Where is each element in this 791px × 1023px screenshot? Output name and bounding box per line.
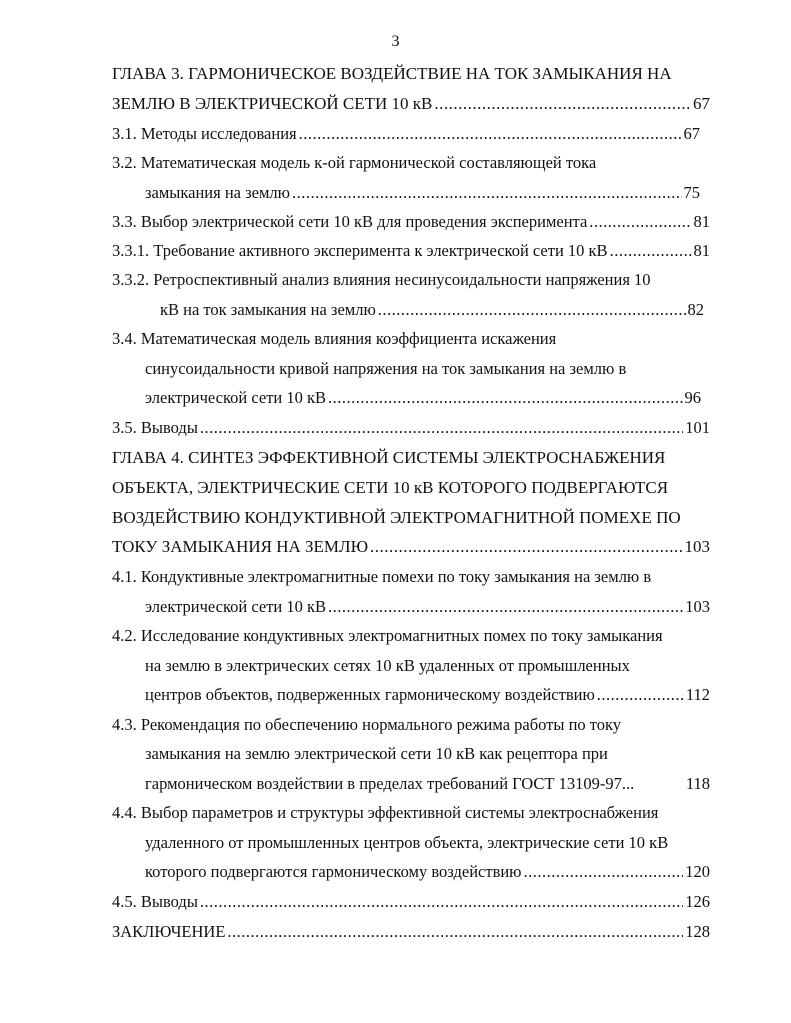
toc-page-number: 101 [685, 418, 710, 437]
toc-section-3-1-entry[interactable] [112, 124, 700, 144]
toc-text: ГЛАВА 3. ГАРМОНИЧЕСКОЕ ВОЗДЕЙСТВИЕ НА ТОК ЗАМЫКАНИЯ НА [112, 64, 672, 83]
toc-section-4-3-title-line-1: 4.3. Рекомендация по обеспечению нормального режима работы по току [112, 715, 622, 734]
toc-title: центров объектов, подверженных гармоническому воздействию [145, 685, 595, 704]
toc-section-3-3-2-title-line-1: 3.3.2. Ретроспективный анализ влияния несинусоидальности напряжения 10 [112, 270, 651, 289]
toc-title: 3.3.1. Требование активного эксперимента к электрической сети 10 кВ [112, 241, 608, 260]
toc-leader-dots [200, 892, 683, 912]
toc-text: ОБЪЕКТА, ЭЛЕКТРИЧЕСКИЕ СЕТИ 10 кВ КОТОРОГО ПОДВЕРГАЮТСЯ [112, 478, 669, 497]
toc-page-number: 81 [693, 212, 710, 231]
toc-page-number: 75 [683, 183, 700, 202]
toc-section-4-4-title-line-2: удаленного от промышленных центров объекта, электрические сети 10 кВ [145, 833, 669, 852]
toc-leader-dots [227, 922, 683, 942]
toc-chapter-4-entry[interactable] [112, 537, 710, 557]
toc-leader-dots [610, 241, 692, 261]
toc-leader-dots [589, 212, 691, 232]
toc-title: электрической сети 10 кВ [145, 597, 327, 616]
toc-leader-dots [299, 124, 682, 144]
toc-page-number: 103 [685, 597, 710, 616]
toc-page-number: 128 [685, 922, 710, 941]
toc-section-4-4-entry[interactable] [145, 862, 710, 882]
page-number: 3 [391, 33, 400, 50]
toc-section-4-1-title-line-1: 4.1. Кондуктивные электромагнитные помехи по току замыкания на землю в [112, 567, 652, 586]
toc-page-number: 103 [684, 537, 710, 556]
toc-section-3-3-entry[interactable] [112, 212, 710, 232]
toc-title: электрической сети 10 кВ [145, 388, 327, 407]
toc-section-4-5-entry[interactable] [112, 892, 710, 912]
toc-page-number: 67 [693, 94, 710, 113]
toc-leader-dots [370, 537, 682, 557]
toc-section-4-4-title-line-1: 4.4. Выбор параметров и структуры эффективной системы электроснабжения [112, 803, 659, 822]
toc-title: ЗАКЛЮЧЕНИЕ [112, 922, 226, 941]
toc-chapter-4-title-line-3 [112, 508, 710, 528]
toc-title: 4.5. Выводы [112, 892, 198, 911]
toc-text: ВОЗДЕЙСТВИЮ КОНДУКТИВНОЙ ЭЛЕКТРОМАГНИТНОЙ ПОМЕХЕ ПО [112, 508, 681, 527]
toc-page-number: 96 [684, 388, 701, 407]
toc-section-3-3-1-entry[interactable] [112, 241, 710, 261]
toc-chapter-3-entry[interactable] [112, 94, 710, 114]
toc-title: ТОКУ ЗАМЫКАНИЯ НА ЗЕМЛЮ [112, 537, 369, 556]
toc-text: ГЛАВА 4. СИНТЕЗ ЭФФЕКТИВНОЙ СИСТЕМЫ ЭЛЕКТРОСНАБЖЕНИЯ [112, 448, 666, 467]
toc-section-4-3-title-line-2: замыкания на землю электрической сети 10 кВ как рецептора при [145, 744, 608, 763]
toc-section-3-4-title-line-1: 3.4. Математическая модель влияния коэффициента искажения [112, 329, 557, 348]
toc-title: кВ на ток замыкания на землю [160, 300, 376, 319]
toc-title: ЗЕМЛЮ В ЭЛЕКТРИЧЕСКОЙ СЕТИ 10 кВ [112, 94, 433, 113]
toc-section-4-2-entry[interactable] [145, 685, 710, 705]
toc-title: которого подвергаются гармоническому воздействию [145, 862, 522, 881]
toc-section-3-3-2-entry[interactable] [160, 300, 704, 320]
toc-leader-dots [328, 597, 683, 617]
toc-page-number: 67 [683, 124, 700, 143]
toc-title: гармоническом воздействии в пределах требований ГОСТ 13109-97... [145, 774, 635, 793]
toc-chapter-4-title-line-1 [112, 448, 710, 468]
toc-section-3-4-title-line-2: синусоидальности кривой напряжения на ток замыкания на землю в [145, 359, 627, 378]
toc-chapter-3-title-line-1 [112, 64, 710, 84]
toc-title: 3.5. Выводы [112, 418, 198, 437]
toc-leader-dots [328, 388, 682, 408]
toc-title: замыкания на землю [145, 183, 290, 202]
toc-title: 3.3. Выбор электрической сети 10 кВ для проведения эксперимента [112, 212, 588, 231]
toc-leader-dots [434, 94, 691, 114]
toc-section-3-2-title-line-1: 3.2. Математическая модель к-ой гармонической составляющей тока [112, 153, 597, 172]
toc-section-3-5-entry[interactable] [112, 418, 710, 438]
toc-section-4-1-entry[interactable] [145, 597, 710, 617]
toc-title: 3.1. Методы исследования [112, 124, 297, 143]
toc-leader-dots [597, 685, 684, 705]
toc-section-4-3-entry[interactable] [145, 774, 710, 794]
toc-page-number: 112 [685, 685, 710, 704]
toc-page-number: 81 [693, 241, 710, 260]
toc-leader-dots [292, 183, 682, 203]
toc-leader-dots [524, 862, 684, 882]
toc-section-3-4-entry[interactable] [145, 388, 701, 408]
toc-page-number: 126 [685, 892, 710, 911]
toc-page-number: 120 [685, 862, 710, 881]
toc-chapter-4-title-line-2 [112, 478, 710, 498]
toc-section-4-2-title-line-1: 4.2. Исследование кондуктивных электромагнитных помех по току замыкания [112, 626, 663, 645]
toc-section-3-2-entry[interactable] [145, 183, 700, 203]
toc-leader-dots [200, 418, 683, 438]
toc-conclusion-entry[interactable] [112, 922, 710, 942]
toc-leader-dots [378, 300, 686, 320]
toc-page-number: 118 [685, 774, 710, 793]
toc-page-number: 82 [687, 300, 704, 319]
toc-section-4-2-title-line-2: на землю в электрических сетях 10 кВ удаленных от промышленных [145, 656, 630, 675]
